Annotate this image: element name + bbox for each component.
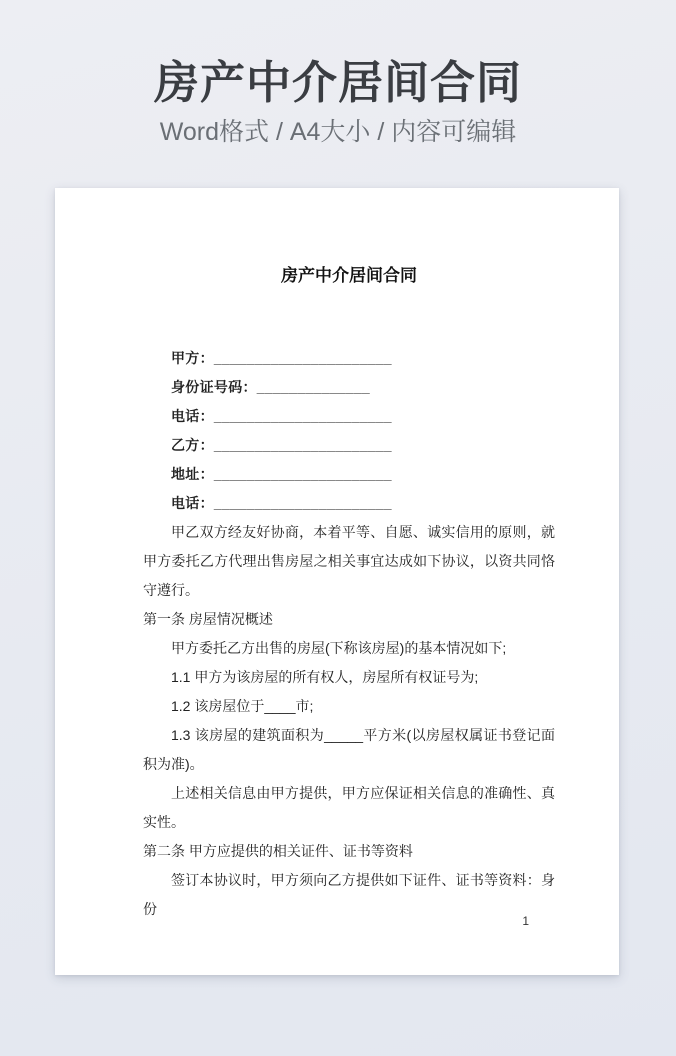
document-title: 房产中介居间合同 (281, 266, 417, 285)
field-phone-b: 电话：______________________ (171, 495, 392, 511)
page-number: 1 (522, 914, 529, 928)
heading-article-2: 第二条 甲方应提供的相关证件、证书等资料 (143, 843, 413, 859)
contract-body (143, 518, 555, 924)
field-address-b: 地址：______________________ (171, 466, 392, 482)
document-preview-sheet (55, 188, 619, 975)
paragraph-documents-intro: 签订本协议时，甲方须向乙方提供如下证件、证书等资料：身份 (143, 872, 555, 917)
header-banner (0, 0, 676, 146)
field-party-a: 甲方：______________________ (171, 350, 392, 366)
clause-1-2: 1.2 该房屋位于____市; (171, 698, 314, 714)
clause-1-1: 1.1 甲方为该房屋的所有权人，房屋所有权证号为; (171, 669, 479, 685)
field-phone-a: 电话：______________________ (171, 408, 392, 424)
paragraph-info-guarantee: 上述相关信息由甲方提供，甲方应保证相关信息的准确性、真实性。 (143, 785, 555, 830)
field-id-number: 身份证号码：______________ (171, 379, 371, 395)
page-title: 房产中介居间合同 (153, 57, 522, 108)
contract-fields (143, 344, 555, 518)
field-party-b: 乙方：______________________ (171, 437, 392, 453)
heading-article-1: 第一条 房屋情况概述 (143, 611, 273, 627)
clause-1-3: 1.3 该房屋的建筑面积为_____平方米(以房屋权属证书登记面积为准)。 (143, 727, 555, 772)
page-subtitle: Word格式 / A4大小 / 内容可编辑 (159, 118, 517, 146)
paragraph-house-overview: 甲方委托乙方出售的房屋(下称该房屋)的基本情况如下; (171, 640, 507, 656)
paragraph-preamble: 甲乙双方经友好协商，本着平等、自愿、诚实信用的原则，就甲方委托乙方代理出售房屋之相关事宜达成如下协议，以资共同恪守遵行。 (143, 524, 555, 598)
